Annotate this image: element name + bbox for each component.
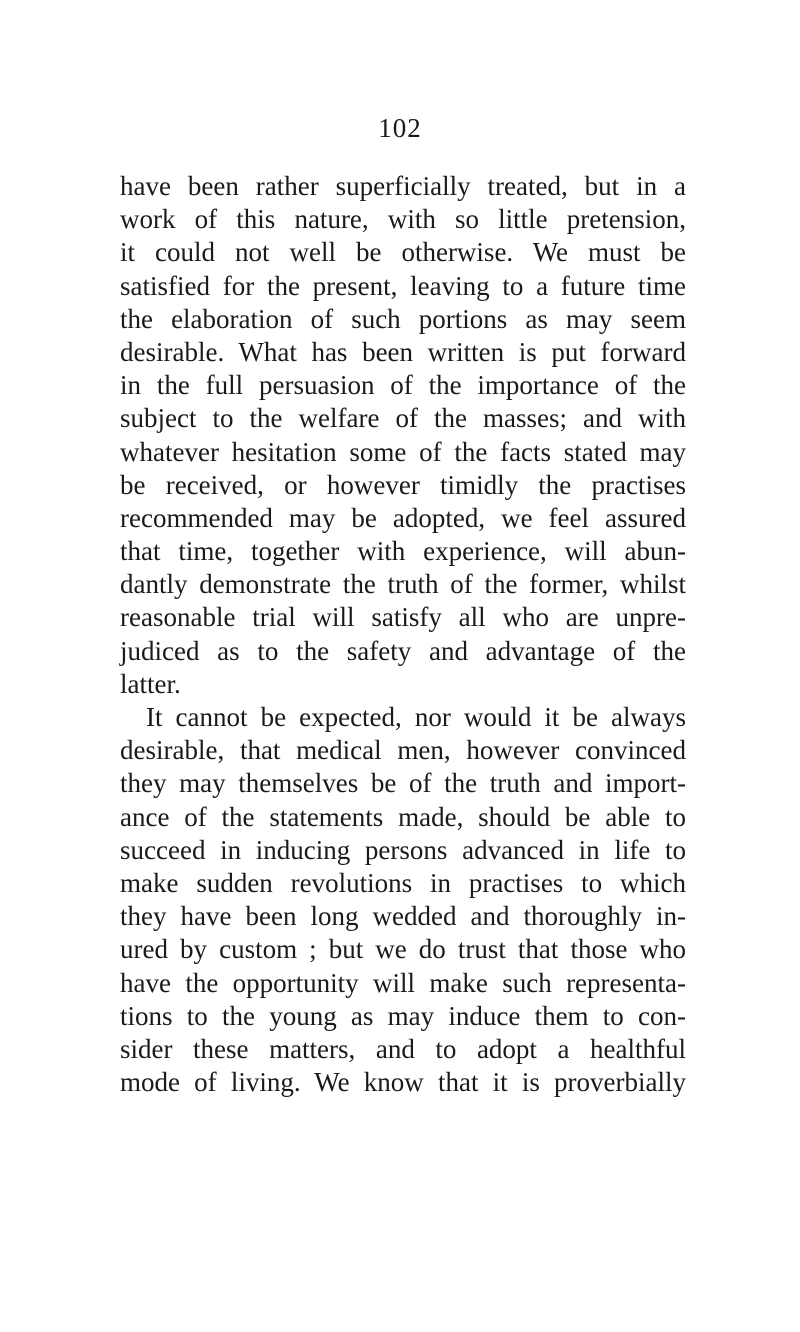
text-line: judiced as to the safety and advantage of the — [120, 635, 686, 666]
text-line: dantly demonstrate the truth of the former, whilst — [120, 569, 686, 600]
text-line: they may themselves be of the truth and import- — [120, 768, 686, 799]
text-line: have the opportunity will make such representa- — [120, 967, 686, 998]
text-line: ance of the statements made, should be able to — [120, 801, 686, 832]
text-line: sider these matters, and to adopt a healthful — [120, 1033, 686, 1064]
text-line: ured by custom ; but we do trust that those who — [120, 934, 686, 965]
text-line: they have been long wedded and thoroughly in- — [120, 901, 686, 932]
text-line: latter. — [120, 668, 181, 699]
text-line: the elaboration of such portions as may seem — [120, 303, 686, 334]
text-line: tions to the young as may induce them to con- — [120, 1000, 686, 1031]
text-line: in the full persuasion of the importance of the — [120, 370, 686, 401]
text-line: recommended may be adopted, we feel assured — [120, 502, 686, 533]
text-line: make sudden revolutions in practises to which — [120, 867, 686, 898]
text-line: it could not well be otherwise. We must be — [120, 237, 686, 268]
text-line: be received, or however timidly the practises — [120, 469, 686, 500]
text-line: whatever hesitation some of the facts stated may — [120, 436, 686, 467]
body-text — [120, 170, 686, 1099]
paragraph — [120, 701, 686, 1099]
text-line: mode of living. We know that it is proverbially — [120, 1067, 686, 1098]
page-number: 102 — [378, 113, 422, 143]
text-line: reasonable trial will satisfy all who are unpre- — [120, 602, 686, 633]
text-line: It cannot be expected, nor would it be always — [146, 702, 686, 732]
text-line: have been rather superficially treated, but in a — [120, 171, 686, 201]
text-line: subject to the welfare of the masses; and with — [120, 403, 686, 434]
text-line: desirable, that medical men, however convinced — [120, 735, 686, 766]
text-line: desirable. What has been written is put forward — [120, 336, 686, 367]
text-line: that time, together with experience, will abun- — [120, 536, 686, 567]
text-line: satisfied for the present, leaving to a future time — [120, 270, 686, 301]
text-line: succeed in inducing persons advanced in life to — [120, 834, 686, 865]
paragraph — [120, 170, 686, 701]
text-line: work of this nature, with so little pretension, — [120, 204, 686, 235]
